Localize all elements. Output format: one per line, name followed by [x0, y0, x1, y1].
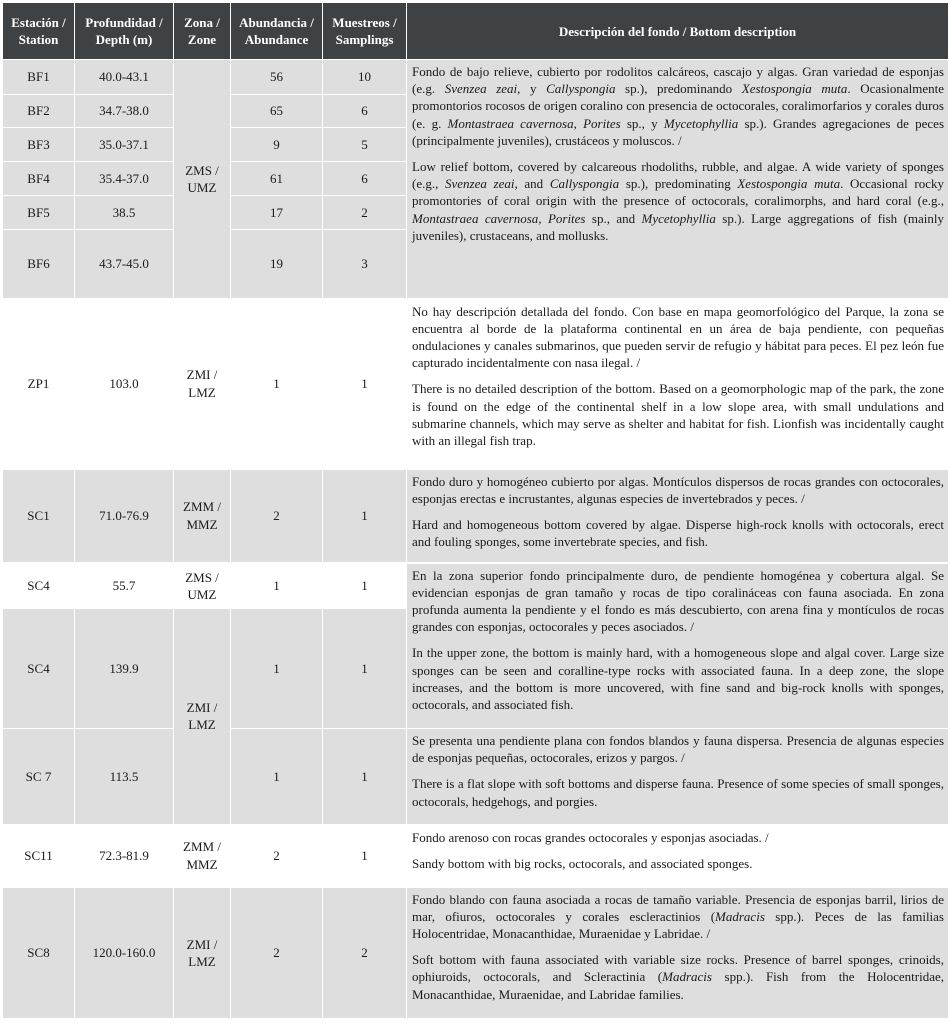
abundance-cell: 65 [231, 95, 323, 128]
description-en: There is a flat slope with soft bottoms and disperse fauna. Presence of some species of small sponges, octocorals, hedgehogs, and porgies. [412, 776, 944, 809]
description-es: Se presenta una pendiente plana con fondos blandos y fauna dispersa. Presencia de algunas especies de esponjas pequeñas, octocorales, erizos y pargos. / [412, 733, 944, 766]
depth-cell: 38.5 [75, 196, 174, 230]
station-cell: SC4 [3, 563, 75, 609]
description-es: En la zona superior fondo principalmente duro, de pendiente homogénea y cobertura algal. Se evidencian esponjas de gran tamaño y rocas de tipo coralináceas con fauna asociada. En zona profunda aumenta la pendiente y el fondo es más descubierto, con arena fina y montículos de rocas grandes con esponjas, octocorales y peces asociados. / [412, 567, 944, 635]
station-cell: BF4 [3, 162, 75, 196]
samplings-cell: 1 [323, 729, 407, 825]
header-depth: Profundidad / Depth (m) [75, 3, 174, 60]
zone-cell: ZMS / UMZ [174, 60, 231, 299]
header-samplings: Muestreos / Samplings [323, 3, 407, 60]
depth-cell: 113.5 [75, 729, 174, 825]
zone-cell: ZMI / LMZ [174, 887, 231, 1019]
zone-cell: ZMM / MMZ [174, 825, 231, 887]
description-cell [407, 887, 949, 1019]
table-row [3, 887, 949, 1019]
samplings-cell: 10 [323, 60, 407, 95]
depth-cell: 34.7-38.0 [75, 95, 174, 128]
station-cell: BF1 [3, 60, 75, 95]
header-zone: Zona / Zone [174, 3, 231, 60]
description-cell [407, 299, 949, 469]
zone-cell: ZMI / LMZ [174, 299, 231, 469]
station-cell: BF6 [3, 230, 75, 299]
abundance-cell: 1 [231, 609, 323, 729]
description-es: Fondo de bajo relieve, cubierto por rodolitos calcáreos, cascajo y algas. Gran variedad de esponjas (e.g. Svenzea zeai, y Callyspongia sp.), predominando Xestospongia muta. Ocasionalmente promontorios rocosos de origen coralino con presencia de octocorales, coralimorfarios y corales duros (e. g. Montastraea cavernosa, Porites sp., y Mycetophyllia sp.). Grandes agregaciones de peces (principalmente juveniles), crustáceos y moluscos. / [412, 64, 945, 148]
station-cell: SC11 [3, 825, 75, 887]
table-row [3, 469, 949, 563]
header-row [3, 3, 949, 60]
table-row [3, 60, 949, 95]
description-en: There is no detailed description of the bottom. Based on a geomorphologic map of the park, the zone is found on the edge of the continental shelf in a low slope area, with small undulations and submarine channels, which may serve as shelter and habitat for fish. Lionfish was incidentally caught with an illegal fish trap. [412, 381, 944, 448]
abundance-cell: 61 [231, 162, 323, 196]
depth-cell: 103.0 [75, 299, 174, 469]
description-en: Low relief bottom, covered by calcareous rhodoliths, rubble, and algae. A wide variety of sponges (e.g., Svenzea zeai, and Callyspongia sp.), predominating Xestospongia muta. Occasional rocky promontories of coral origin with the presence of octocorals, coralimorphs, and hard coral (e.g., Montastraea cavernosa, Porites sp., and Mycetophyllia sp.). Large aggregations of fish (mainly juveniles), crustaceans, and mollusks. [412, 159, 944, 243]
description-en: Hard and homogeneous bottom covered by algae. Disperse high-rock knolls with octocorals, erect and fouling sponges, some invertebrate species, and fish. [412, 516, 944, 550]
bottom-description-table [2, 2, 949, 1019]
samplings-cell: 1 [323, 469, 407, 563]
header-station: Estación / Station [3, 3, 75, 60]
description-cell [407, 563, 949, 729]
abundance-cell: 1 [231, 563, 323, 609]
zone-cell: ZMS / UMZ [174, 563, 231, 609]
abundance-cell: 19 [231, 230, 323, 299]
description-cell [407, 469, 949, 563]
station-cell: ZP1 [3, 299, 75, 469]
station-cell: BF3 [3, 128, 75, 162]
depth-cell: 35.0-37.1 [75, 128, 174, 162]
table-row [3, 563, 949, 609]
table-row [3, 729, 949, 825]
station-cell: SC8 [3, 887, 75, 1019]
header-abundance: Abundancia / Abundance [231, 3, 323, 60]
table-row [3, 299, 949, 469]
depth-cell: 40.0-43.1 [75, 60, 174, 95]
station-cell: BF5 [3, 196, 75, 230]
abundance-cell: 2 [231, 469, 323, 563]
abundance-cell: 56 [231, 60, 323, 95]
station-cell: SC4 [3, 609, 75, 729]
samplings-cell: 1 [323, 825, 407, 887]
description-en: Sandy bottom with big rocks, octocorals, and associated sponges. [412, 855, 753, 871]
depth-cell: 71.0-76.9 [75, 469, 174, 563]
samplings-cell: 6 [323, 162, 407, 196]
samplings-cell: 1 [323, 563, 407, 609]
samplings-cell: 5 [323, 128, 407, 162]
station-cell: SC1 [3, 469, 75, 563]
description-es: Fondo blando con fauna asociada a rocas de tamaño variable. Presencia de esponjas barril, lirios de mar, ofiuros, octocorales y corales escleractinios (Madracis spp.). Peces de las familias Holocentridae, Monacanthidae, Muraenidae y Labridae. / [412, 891, 944, 941]
depth-cell: 139.9 [75, 609, 174, 729]
samplings-cell: 2 [323, 196, 407, 230]
table-row [3, 825, 949, 887]
description-es: Fondo duro y homogéneo cubierto por algas. Montículos dispersos de rocas grandes con octocorales, esponjas erectas e incrustantes, algunas especies de invertebrados y peces. / [412, 473, 944, 506]
description-es: No hay descripción detallada del fondo. Con base en mapa geomorfológico del Parque, la zona se encuentra al borde de la plataforma continental en un área de baja pendiente, con pequeñas ondulaciones y canales submarinos, que pueden servir de refugio y hábitat para peces. El pez león fue capturado incidentalmente con nasa ilegal. / [412, 303, 944, 371]
abundance-cell: 2 [231, 887, 323, 1019]
station-cell: SC 7 [3, 729, 75, 825]
zone-cell: ZMM / MMZ [174, 469, 231, 563]
description-cell [407, 60, 949, 299]
description-cell [407, 729, 949, 825]
depth-cell: 72.3-81.9 [75, 825, 174, 887]
zone-cell: ZMI / LMZ [174, 609, 231, 825]
depth-cell: 35.4-37.0 [75, 162, 174, 196]
samplings-cell: 3 [323, 230, 407, 299]
abundance-cell: 17 [231, 196, 323, 230]
samplings-cell: 6 [323, 95, 407, 128]
samplings-cell: 2 [323, 887, 407, 1019]
depth-cell: 55.7 [75, 563, 174, 609]
abundance-cell: 9 [231, 128, 323, 162]
description-en: In the upper zone, the bottom is mainly hard, with a homogeneous slope and algal cover. Large size sponges can be seen and coralline-type rocks with associated fauna. In a deep zone, the slope increases, and the bottom is more uncovered, with fine sand and big-rock knolls with sponges, octocorals, and associated fish. [412, 645, 944, 712]
description-cell [407, 825, 949, 887]
description-es: Fondo arenoso con rocas grandes octocorales y esponjas asociadas. / [412, 829, 769, 845]
station-cell: BF2 [3, 95, 75, 128]
depth-cell: 120.0-160.0 [75, 887, 174, 1019]
description-en: Soft bottom with fauna associated with variable size rocks. Presence of barrel sponges, crinoids, ophiuroids, octocorals, and Scleractinia (Madracis spp.). Fish from the Holocentridae, Monacanthidae, Muraenidae, and Labridae families. [412, 952, 944, 1002]
abundance-cell: 1 [231, 299, 323, 469]
samplings-cell: 1 [323, 609, 407, 729]
samplings-cell: 1 [323, 299, 407, 469]
depth-cell: 43.7-45.0 [75, 230, 174, 299]
header-description: Descripción del fondo / Bottom description [407, 3, 949, 60]
abundance-cell: 2 [231, 825, 323, 887]
abundance-cell: 1 [231, 729, 323, 825]
